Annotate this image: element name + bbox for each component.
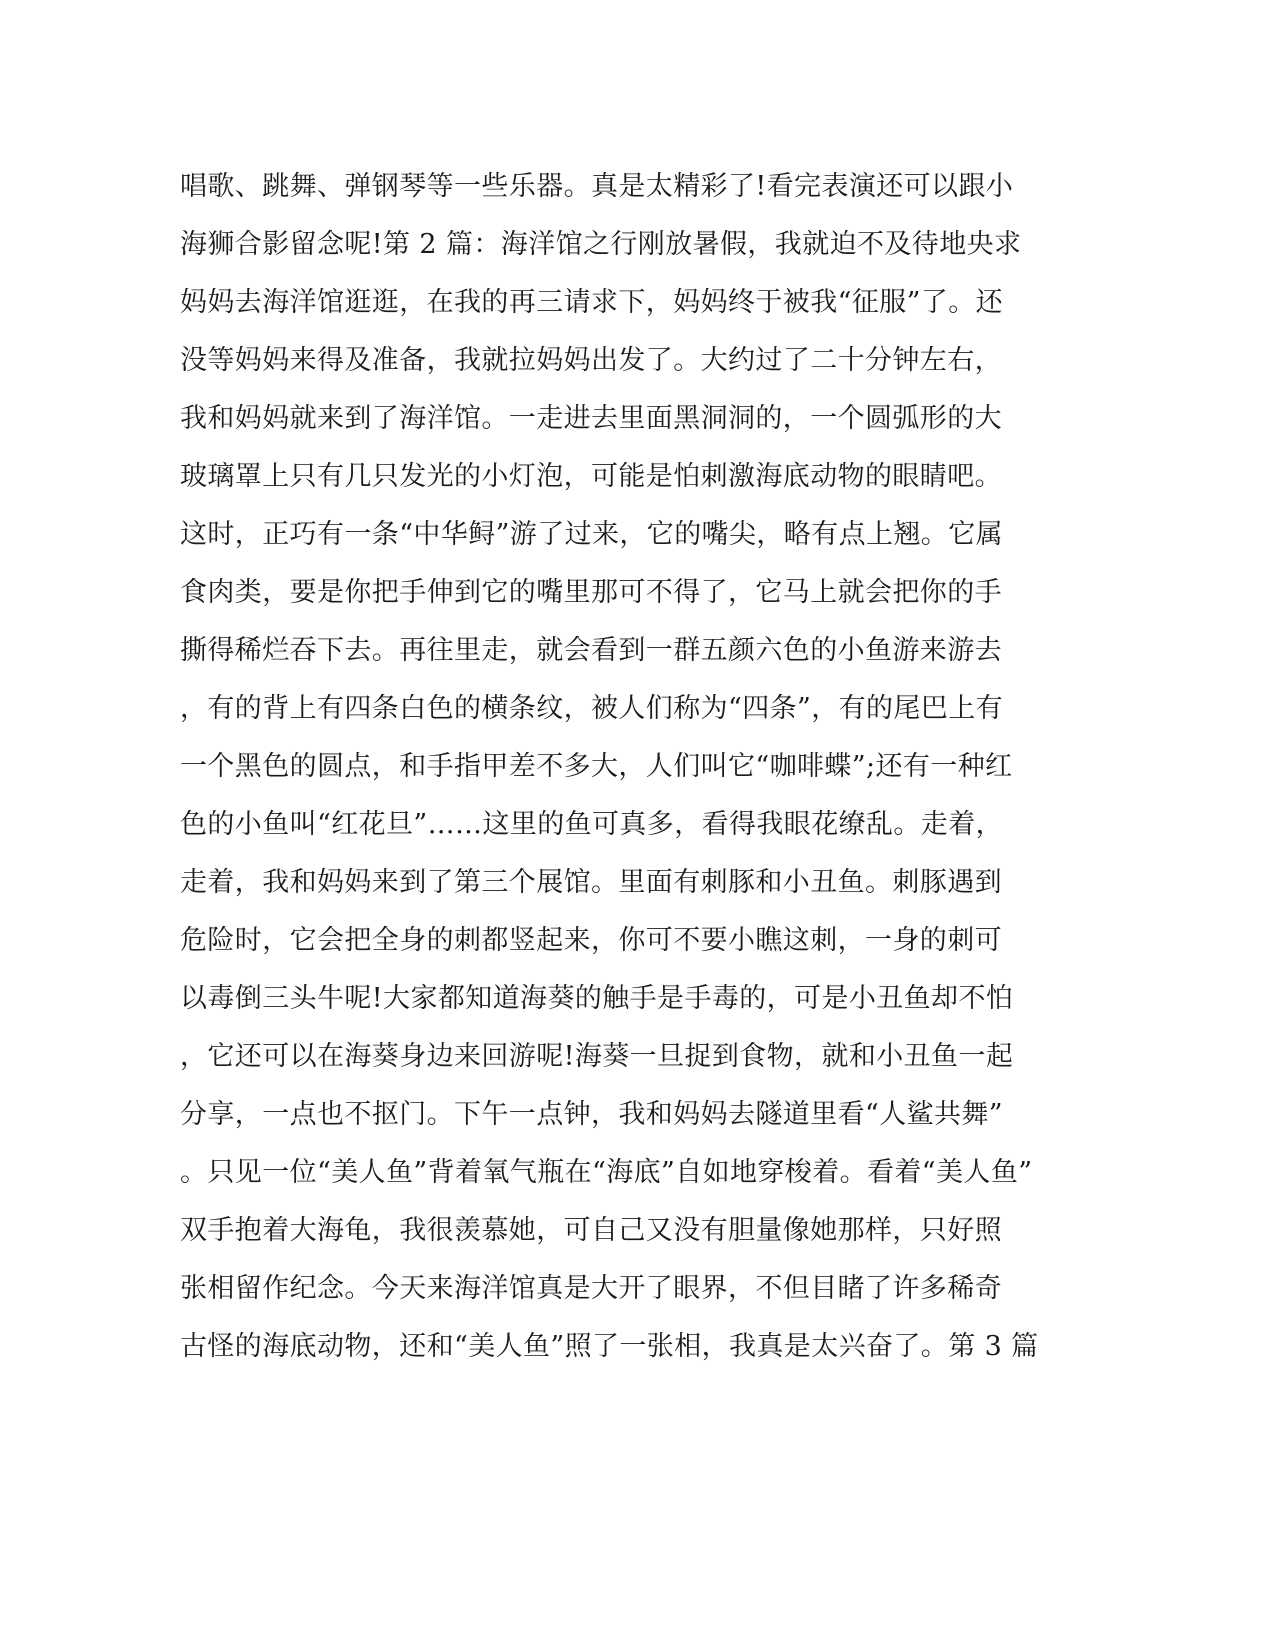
text-line: ，有的背上有四条白色的横条纹，被人们称为“四条”，有的尾巴上有 [180,693,1004,724]
text-line: 张相留作纪念。今天来海洋馆真是大开了眼界，不但目睹了许多稀奇 [180,1273,1002,1304]
text-line: 我和妈妈就来到了海洋馆。一走进去里面黑洞洞的，一个圆弧形的大 [180,403,1002,434]
text-line: 一个黑色的圆点，和手指甲差不多大，人们叫它“咖啡蝶”;还有一种红 [180,751,1013,782]
body-text [180,158,1050,1376]
text-line: 危险时，它会把全身的刺都竖起来，你可不要小瞧这刺，一身的刺可 [180,925,1002,956]
text-line: 没等妈妈来得及准备，我就拉妈妈出发了。大约过了二十分钟左右， [180,345,1002,376]
text-line: 。只见一位“美人鱼”背着氧气瓶在“海底”自如地穿梭着。看着“美人鱼” [180,1157,1033,1188]
text-line: 色的小鱼叫“红花旦”……这里的鱼可真多，看得我眼花缭乱。走着， [180,809,1004,840]
text-line: 走着，我和妈妈来到了第三个展馆。里面有刺豚和小丑鱼。刺豚遇到 [180,867,1002,898]
text-line: 食肉类，要是你把手伸到它的嘴里那可不得了，它马上就会把你的手 [180,577,1002,608]
text-line: 双手抱着大海龟，我很羡慕她，可自己又没有胆量像她那样，只好照 [180,1215,1002,1246]
text-line: 海狮合影留念呢!第 2 篇：海洋馆之行刚放暑假，我就迫不及待地央求 [180,229,1022,260]
text-line: 妈妈去海洋馆逛逛，在我的再三请求下，妈妈终于被我“征服”了。还 [180,287,1004,318]
text-line: 玻璃罩上只有几只发光的小灯泡，可能是怕刺激海底动物的眼睛吧。 [180,461,1002,492]
text-line: 分享，一点也不抠门。下午一点钟，我和妈妈去隧道里看“人鲨共舞” [180,1099,1004,1130]
text-line: 这时，正巧有一条“中华鲟”游了过来，它的嘴尖，略有点上翘。它属 [180,519,1004,550]
text-line: 唱歌、跳舞、弹钢琴等一些乐器。真是太精彩了!看完表演还可以跟小 [180,171,1014,202]
text-line: 古怪的海底动物，还和“美人鱼”照了一张相，我真是太兴奋了。第 3 篇 [180,1331,1039,1362]
text-line: ，它还可以在海葵身边来回游呢!海葵一旦捉到食物，就和小丑鱼一起 [180,1041,1014,1072]
text-line: 以毒倒三头牛呢!大家都知道海葵的触手是手毒的，可是小丑鱼却不怕 [180,983,1014,1014]
text-line: 撕得稀烂吞下去。再往里走，就会看到一群五颜六色的小鱼游来游去 [180,635,1002,666]
